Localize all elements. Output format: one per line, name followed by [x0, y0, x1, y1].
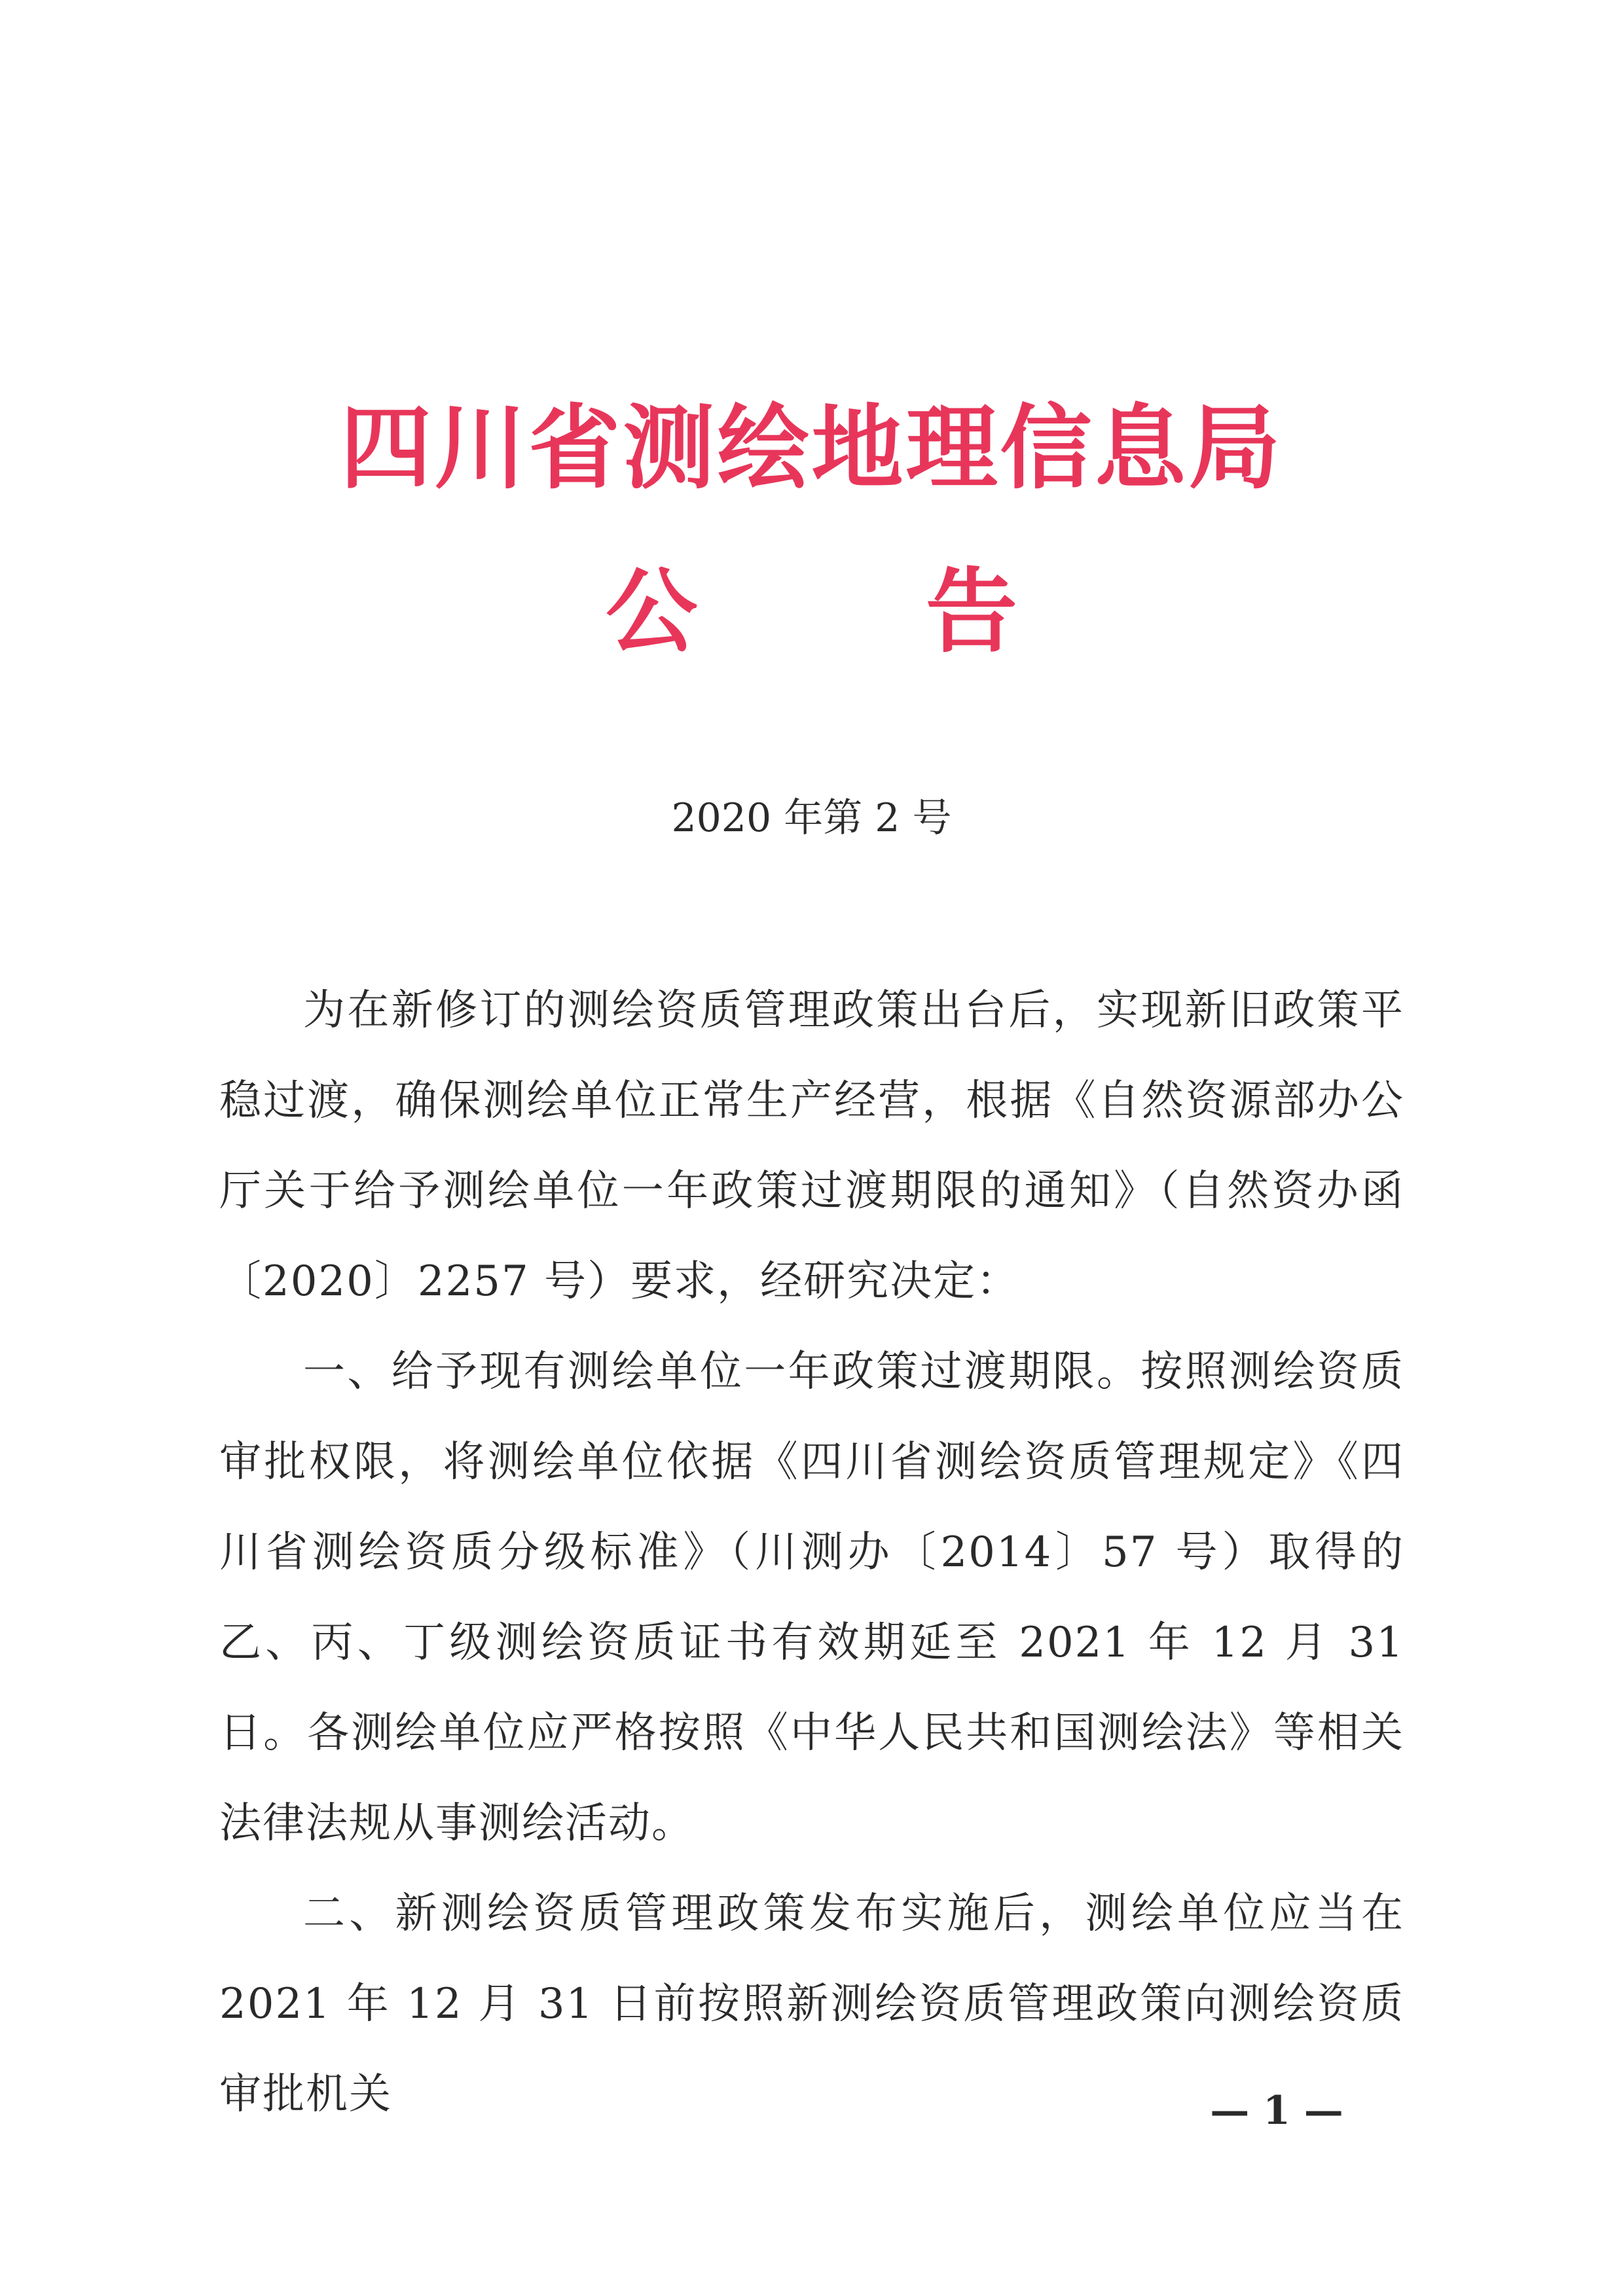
document-body — [219, 965, 1404, 2140]
document-number: 2020 年第 2 号 — [671, 795, 952, 841]
body-paragraph-item-2: 二、新测绘资质管理政策发布实施后，测绘单位应当在 2021 年 12 月 31 日前按照新测绘资质管理政策向测绘资质审批机关 — [219, 1890, 1404, 2119]
issuing-organization-title: 四川省测绘地理信息局 — [340, 395, 1283, 502]
body-paragraph-intro: 为在新修订的测绘资质管理政策出台后，实现新旧政策平稳过渡，确保测绘单位正常生产经营，根据《自然资源部办公厅关于给予测绘单位一年政策过渡期限的通知》（自然资办函〔2020〕2257 号）要求，经研究决定： — [219, 986, 1404, 1306]
document-type-title: 公 告 — [606, 558, 1116, 666]
page-number: — 1 — — [1210, 2088, 1343, 2134]
body-paragraph-item-1: 一、给予现有测绘单位一年政策过渡期限。按照测绘资质审批权限，将测绘单位依据《四川省测绘资质管理规定》《四川省测绘资质分级标准》（川测办〔2014〕57 号）取得的乙、丙、丁级测绘资质证书有效期延至 2021 年 12 月 31 日。各测绘单位应严格按照《中华人民共和国测绘法》等相关法律法规从事测绘活动。 — [219, 1348, 1404, 1848]
